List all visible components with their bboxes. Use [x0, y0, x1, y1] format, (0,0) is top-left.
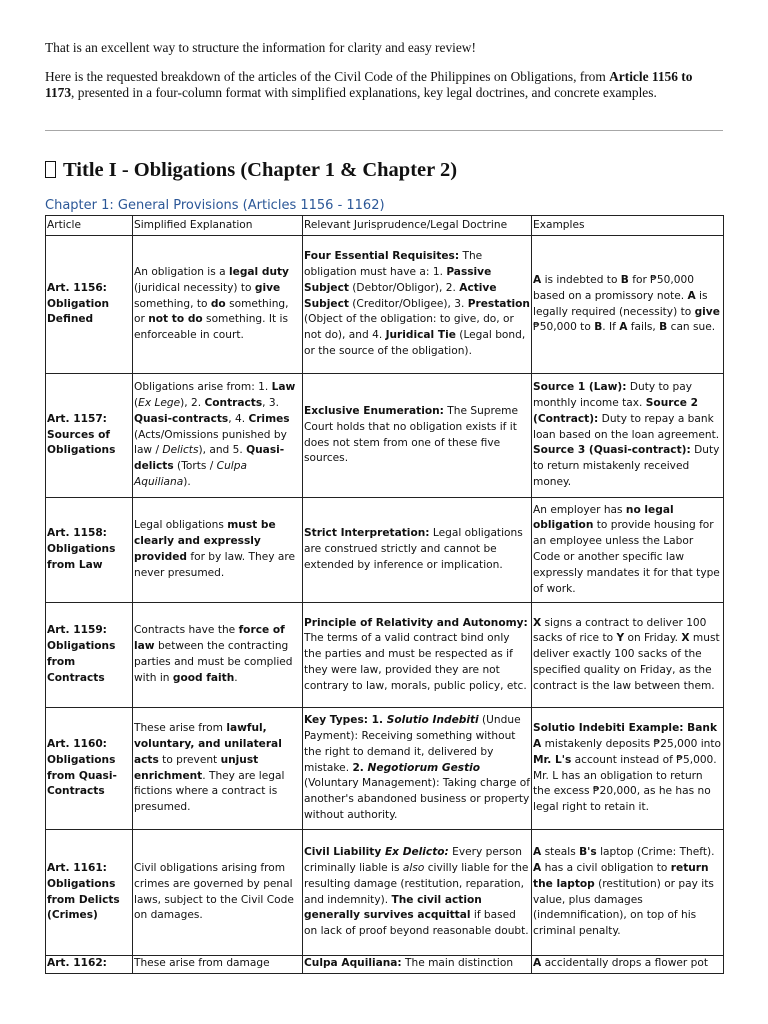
cell-explanation — [133, 830, 303, 956]
cell-doctrine — [303, 830, 532, 956]
text-run: (Object of the obligation: to give, do, or not do), and 4. — [304, 313, 514, 342]
cell-article — [46, 956, 133, 974]
table-row — [46, 956, 724, 974]
text-run: Strict Interpretation: — [304, 527, 430, 540]
header-article: Article — [46, 216, 133, 236]
text-run: Civil Liability — [304, 846, 385, 859]
text-run: X — [533, 616, 542, 629]
text-run: return the laptop — [533, 861, 709, 890]
cell-article — [46, 708, 133, 830]
text-run: The obligation must have a: 1. — [304, 250, 483, 278]
cell-article — [46, 830, 133, 956]
chapter-heading: Chapter 1: General Provisions (Articles 1156 - 1162) — [45, 198, 385, 213]
text-run: Four Essential Requisites: — [304, 250, 460, 263]
text-run: A — [533, 861, 542, 874]
text-run: (restitution) or pay its value, plus damages (indemnification), on top of his criminal penalty. — [533, 877, 714, 938]
cell-doctrine — [303, 236, 532, 374]
text-run: A — [619, 321, 628, 334]
text-run: Art. 1161: Obligations from Delicts (Crimes) — [47, 861, 120, 922]
text-run: (Creditor/Obligee), 3. — [348, 297, 468, 310]
table-row — [46, 498, 724, 603]
text-run: Civil obligations arising from crimes are governed by penal laws, subject to the Civil Code on damages. — [134, 861, 294, 922]
text-run: has a civil obligation to — [541, 861, 671, 874]
cell-article — [46, 374, 133, 498]
text-run: Art. 1158: Obligations from Law — [47, 527, 116, 571]
text-run: The terms of a valid contract bind only the parties and must be respected as if they were law, provided they are not contrary to law, morals, public policy, etc. — [304, 632, 527, 692]
intro-paragraph-2 — [45, 69, 725, 101]
text-run: Juridical Tie — [385, 329, 456, 342]
horizontal-divider — [45, 130, 723, 131]
table-row — [46, 374, 724, 498]
text-run: if based on lack of proof beyond reasonable doubt. — [304, 909, 529, 938]
text-run: , 3. — [262, 397, 280, 409]
text-run: legal duty — [229, 266, 289, 278]
text-run: Prestation — [467, 297, 530, 310]
text-run: something, to — [134, 297, 211, 310]
text-run: Principle of Relativity and Autonomy: — [304, 616, 528, 629]
cell-example — [532, 236, 724, 374]
text-run: A — [687, 289, 696, 302]
table-header-row — [46, 216, 724, 236]
text-run: These arise from damage — [134, 957, 270, 969]
text-run: An employer has — [533, 503, 626, 516]
table-row — [46, 830, 724, 956]
text-run: Contracts — [204, 397, 263, 409]
title-heading — [45, 159, 457, 182]
text-run: ( — [134, 397, 139, 409]
text-run: for by law. They are never presumed. — [134, 551, 295, 579]
cell-explanation — [133, 603, 303, 708]
text-run: Negotiorum Gestio — [367, 761, 481, 774]
text-run: (Acts/Omissions punished by law / — [134, 428, 287, 457]
text-run: steals — [541, 846, 580, 859]
text-run: Obligations arise from: 1. — [134, 381, 272, 394]
text-run: is legally required (necessity) to — [533, 289, 708, 318]
text-run: accidentally drops a flower pot — [541, 957, 708, 969]
title-heading-text: Title I - Obligations (Chapter 1 & Chapter 2) — [63, 159, 458, 181]
text-run: force of law — [134, 624, 285, 653]
cell-text-clip — [134, 956, 301, 973]
text-run: Y — [616, 632, 625, 645]
cell-article — [46, 603, 133, 708]
cell-doctrine — [303, 708, 532, 830]
text-run: must be clearly and expressly provided — [134, 519, 276, 563]
cell-explanation — [133, 236, 303, 374]
text-run: Art. 1159: Obligations from Contracts — [47, 624, 116, 684]
text-run: (juridical necessity) to — [134, 281, 255, 294]
text-run: B's — [579, 846, 597, 859]
text-run: mistakenly deposits ₱25,000 into — [541, 737, 721, 750]
text-run: also — [402, 861, 425, 874]
cell-example — [532, 603, 724, 708]
cell-example — [532, 374, 724, 498]
text-run: A — [533, 957, 542, 969]
intro-text-end: , presented in a four-column format with simplified explanations, key legal doctrines, and concrete examples. — [71, 85, 657, 100]
text-run: must deliver exactly 100 sacks of the specified quality on Friday, as the contract is the law between them. — [533, 632, 720, 692]
cell-example — [532, 498, 724, 603]
text-run: Exclusive Enumeration: — [304, 404, 444, 417]
text-run: Quasi-contracts — [134, 412, 229, 425]
text-run: ), 2. — [180, 397, 205, 409]
text-run: An obligation is a — [134, 266, 229, 278]
cell-doctrine — [303, 956, 532, 974]
text-run: is indebted to — [541, 273, 621, 286]
header-explanation: Simplified Explanation — [133, 216, 303, 236]
obligations-table — [45, 215, 724, 974]
cell-example — [532, 830, 724, 956]
text-run: account instead of ₱5,000. Mr. L has an obligation to return the excess ₱20,000, as he has no legal right to retain it. — [533, 753, 717, 814]
cell-text-clip — [304, 956, 530, 973]
text-run: (Voluntary Management): Taking charge of another's abandoned business or property without authority. — [304, 777, 531, 821]
text-run: Solutio Indebiti — [386, 714, 479, 727]
text-run: , 4. — [228, 412, 249, 425]
text-run: Culpa Aquiliana — [134, 460, 247, 488]
text-run: Law — [271, 381, 296, 394]
text-run: (Legal bond, or the source of the obligation). — [304, 329, 526, 357]
cell-example — [532, 956, 724, 974]
text-run: Source 1 (Law): — [533, 381, 627, 394]
text-run: to prevent — [158, 753, 221, 766]
text-run: Crimes — [248, 412, 290, 425]
text-run: Art. 1162: — [47, 957, 107, 969]
text-run: ), and 5. — [198, 444, 247, 457]
cell-doctrine — [303, 603, 532, 708]
text-run: (Torts / — [173, 460, 217, 473]
text-run: (Undue Payment): Receiving something without the right to demand it, delivered by mistake. — [304, 714, 521, 774]
text-run: Every person criminally liable is — [304, 846, 522, 874]
intro-bold-range: Article 1156 to 1173 — [45, 69, 693, 100]
text-run: Ex Delicto: — [384, 846, 449, 859]
cell-article — [46, 236, 133, 374]
text-run: give — [694, 305, 720, 318]
text-run: do — [210, 297, 226, 310]
text-run: lawful, voluntary, and unilateral acts — [134, 722, 282, 766]
text-run: . If — [602, 321, 620, 334]
cell-text-clip — [533, 956, 722, 973]
text-run: Art. 1160: Obligations from Quasi-Contracts — [47, 737, 117, 798]
text-run: Duty to pay monthly income tax. — [533, 381, 693, 409]
cell-explanation — [133, 956, 303, 974]
text-run: The Supreme Court holds that no obligation exists if it does not stem from one of these five sources. — [304, 404, 519, 465]
cell-explanation — [133, 374, 303, 498]
table-row — [46, 236, 724, 374]
cell-example — [532, 708, 724, 830]
text-run: Legal obligations are construed strictly and cannot be extended by inference or implication. — [304, 527, 523, 571]
cell-explanation — [133, 708, 303, 830]
intro-text: Here is the requested breakdown of the articles of the Civil Code of the Philippines on Obligations, from — [45, 69, 610, 84]
text-run: 2. — [352, 761, 368, 774]
text-run: not to do — [148, 313, 203, 326]
text-run: Ex Lege — [138, 397, 181, 409]
text-run: to provide housing for an employee unless the Labor Code or another specific law expressly mandates it for that type of work. — [533, 519, 720, 595]
text-run: B — [659, 321, 668, 334]
text-run: . They are legal fictions where a contract is presumed. — [134, 769, 285, 814]
text-run: can sue. — [667, 321, 716, 334]
text-run: These arise from — [134, 722, 227, 735]
table-row — [46, 708, 724, 830]
text-run: between the contracting parties and must be complied with in — [134, 640, 293, 684]
text-run: B — [594, 321, 603, 334]
text-run: no legal obligation — [533, 503, 674, 532]
text-run: Key Types: 1. — [304, 714, 387, 727]
missing-glyph-icon — [45, 161, 56, 178]
intro-paragraph-1: That is an excellent way to structure the information for clarity and easy review! — [45, 40, 476, 55]
text-run: . — [234, 671, 238, 684]
text-run: Legal obligations — [134, 519, 228, 532]
text-run: laptop (Crime: Theft). — [596, 846, 715, 859]
text-run: X — [681, 632, 690, 645]
text-run: something, or — [134, 297, 289, 326]
text-run: B — [620, 273, 629, 286]
text-run: Contracts have the — [134, 624, 239, 637]
text-run: Source 3 (Quasi-contract): — [533, 444, 691, 457]
text-run: unjust enrichment — [134, 753, 259, 782]
text-run: Art. 1157: Sources of Obligations — [47, 412, 116, 457]
cell-article — [46, 498, 133, 603]
text-run: ₱50,000 to — [533, 321, 595, 334]
header-examples: Examples — [532, 216, 724, 236]
text-run: for ₱50,000 based on a promissory note. — [533, 273, 694, 302]
text-run: fails, — [627, 321, 660, 334]
text-run: Delicts — [162, 444, 199, 457]
text-run: good faith — [172, 671, 235, 684]
text-run: Art. 1156: Obligation Defined — [47, 281, 110, 326]
text-run: A — [533, 273, 542, 286]
text-run: Active Subject — [304, 281, 497, 310]
text-run: Solutio Indebiti Example: Bank A — [533, 722, 717, 750]
header-doctrine: Relevant Jurisprudence/Legal Doctrine — [303, 216, 532, 236]
text-run: something. It is enforceable in court. — [134, 313, 288, 342]
text-run: Culpa Aquiliana: — [304, 957, 402, 969]
cell-explanation — [133, 498, 303, 603]
table-row — [46, 603, 724, 708]
text-run: (Debtor/Obligor), 2. — [348, 281, 460, 294]
text-run: Source 2 (Contract): — [533, 397, 698, 425]
text-run: give — [254, 281, 281, 294]
text-run: Quasi-delicts — [134, 444, 285, 473]
text-run: signs a contract to deliver 100 sacks of rice to — [533, 616, 707, 645]
cell-text-clip — [47, 956, 131, 973]
text-run: The civil action generally survives acquittal — [304, 893, 482, 922]
text-run: on Friday. — [624, 632, 682, 645]
cell-doctrine — [303, 374, 532, 498]
text-run: The main distinction — [401, 957, 514, 969]
text-run: Duty to repay a bank loan based on the loan agreement. — [533, 412, 720, 441]
text-run: ). — [183, 475, 191, 488]
cell-doctrine — [303, 498, 532, 603]
text-run: Mr. L's — [533, 753, 572, 766]
text-run: Passive Subject — [304, 266, 492, 294]
text-run: Duty to return mistakenly received money. — [533, 444, 720, 488]
text-run: civilly liable for the resulting damage (restitution, reparation, and indemnity). — [304, 861, 529, 906]
text-run: A — [533, 846, 542, 859]
